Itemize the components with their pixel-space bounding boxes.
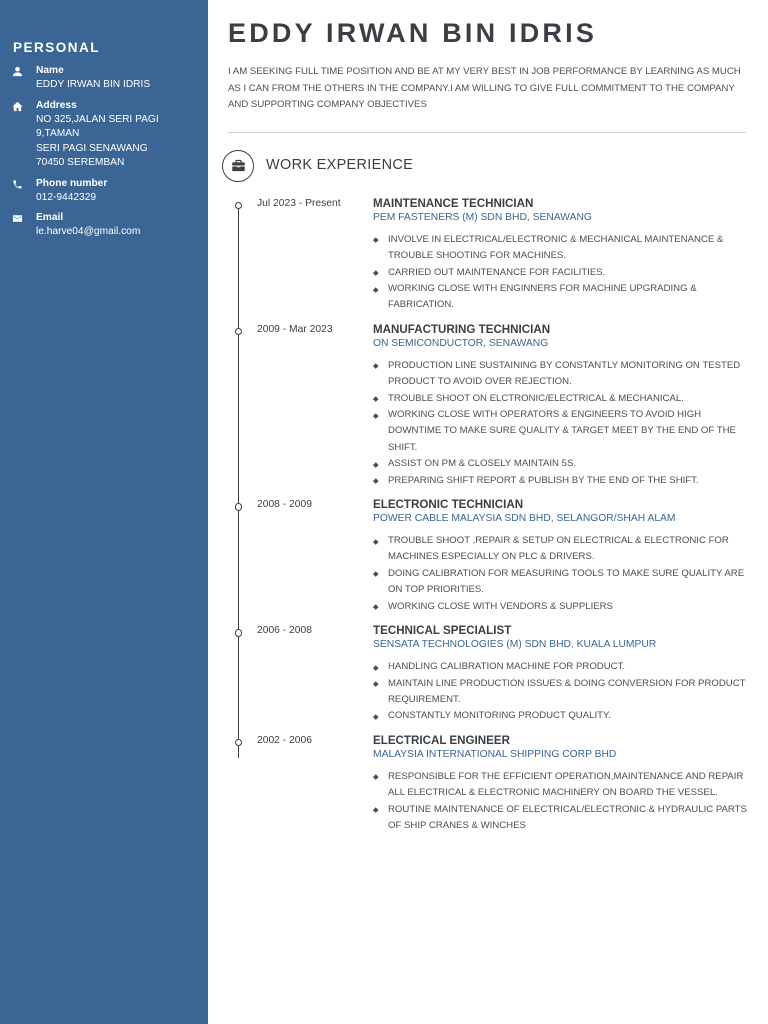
job-bullets bbox=[373, 232, 748, 314]
job-bullet: WORKING CLOSE WITH VENDORS & SUPPLIERS bbox=[373, 599, 748, 615]
job-title: MAINTENANCE TECHNICIAN bbox=[373, 196, 534, 210]
job-bullet: CONSTANTLY MONITORING PRODUCT QUALITY. bbox=[373, 708, 748, 724]
job-entry bbox=[228, 321, 748, 496]
job-title: MANUFACTURING TECHNICIAN bbox=[373, 322, 551, 336]
job-date: 2006 - 2008 bbox=[257, 625, 312, 637]
job-bullet: ASSIST ON PM & CLOSELY MAINTAIN 5S. bbox=[373, 456, 748, 472]
contact-label: Phone number bbox=[36, 177, 108, 189]
job-company: PEM FASTENERS (M) SDN BHD, SENAWANG bbox=[373, 211, 592, 223]
job-bullet: WORKING CLOSE WITH OPERATORS & ENGINEERS TO AVOID HIGH DOWNTIME TO MAKE SURE QUALITY & TARGET MEET BY THE END OF THE SHIFT. bbox=[373, 407, 748, 456]
job-date: Jul 2023 - Present bbox=[257, 197, 341, 209]
contact-name bbox=[12, 64, 200, 93]
job-bullet: MAINTAIN LINE PRODUCTION ISSUES & DOING CONVERSION FOR PRODUCT REQUIREMENT. bbox=[373, 676, 748, 709]
contact-label: Address bbox=[36, 99, 77, 111]
email-link[interactable]: le.harve04@gmail.com bbox=[36, 226, 141, 237]
job-bullet: PRODUCTION LINE SUSTAINING BY CONSTANTLY MONITORING ON TESTED PRODUCT TO AVOID OVER REJECTION. bbox=[373, 358, 748, 391]
job-company: SENSATA TECHNOLOGIES (M) SDN BHD, KUALA LUMPUR bbox=[373, 639, 657, 651]
job-entry bbox=[228, 496, 748, 622]
contact-email bbox=[12, 211, 200, 240]
work-experience-header bbox=[228, 149, 748, 183]
job-entry bbox=[228, 622, 748, 732]
profile-summary: I AM SEEKING FULL TIME POSITION AND BE AT MY VERY BEST IN JOB PERFORMANCE BY LEARNING AS MUCH AS I CAN FROM THE OTHERS IN THE COMPANY.I AM WILLING TO GIVE FULL COMMITMENT TO THE COMPANY AND SUPPORTING COMPANY OBJECTIVES bbox=[228, 66, 741, 111]
job-bullet: WORKING CLOSE WITH ENGINNERS FOR MACHINE UPGRADING & FABRICATION. bbox=[373, 281, 748, 314]
person-icon bbox=[12, 64, 36, 77]
timeline-dot bbox=[235, 503, 243, 511]
briefcase-icon bbox=[222, 150, 254, 182]
job-date: 2009 - Mar 2023 bbox=[257, 323, 333, 335]
job-bullet: DOING CALIBRATION FOR MEASURING TOOLS TO MAKE SURE QUALITY ARE ON TOP PRIORITIES. bbox=[373, 566, 748, 599]
job-entry bbox=[228, 732, 748, 842]
contact-value: NO 325,JALAN SERI PAGI 9,TAMAN SERI PAGI SENAWANG 70450 SEREMBAN bbox=[36, 113, 159, 168]
job-company: ON SEMICONDUCTOR, SENAWANG bbox=[373, 337, 549, 349]
job-company: MALAYSIA INTERNATIONAL SHIPPING CORP BHD bbox=[373, 748, 617, 760]
main-content bbox=[228, 0, 748, 841]
contact-value: 012-9442329 bbox=[36, 191, 97, 203]
job-entry bbox=[228, 195, 748, 321]
job-bullets bbox=[373, 659, 748, 725]
job-bullet: CARRIED OUT MAINTENANCE FOR FACILITIES. bbox=[373, 265, 748, 281]
job-date: 2002 - 2006 bbox=[257, 734, 312, 746]
job-bullets bbox=[373, 358, 748, 489]
timeline-dot bbox=[235, 629, 243, 637]
section-title: WORK EXPERIENCE bbox=[266, 156, 414, 173]
sidebar-heading: PERSONAL bbox=[13, 40, 101, 55]
contact-address bbox=[12, 99, 200, 171]
job-title: TECHNICAL SPECIALIST bbox=[373, 624, 512, 638]
home-icon bbox=[12, 99, 36, 112]
contact-phone bbox=[12, 177, 200, 206]
contact-label: Email bbox=[36, 212, 64, 223]
phone-icon bbox=[12, 177, 36, 190]
contact-value: EDDY IRWAN BIN IDRIS bbox=[36, 79, 151, 90]
job-bullet: ROUTINE MAINTENANCE OF ELECTRICAL/ELECTRONIC & HYDRAULIC PARTS OF SHIP CRANES & WINCHES bbox=[373, 802, 748, 835]
work-timeline bbox=[228, 195, 748, 842]
job-title: ELECTRONIC TECHNICIAN bbox=[373, 498, 524, 512]
job-bullet: HANDLING CALIBRATION MACHINE FOR PRODUCT. bbox=[373, 659, 748, 675]
job-bullets bbox=[373, 533, 748, 615]
job-bullet: INVOLVE IN ELECTRICAL/ELECTRONIC & MECHANICAL MAINTENANCE & TROUBLE SHOOTING FOR MACHINES. bbox=[373, 232, 748, 265]
job-bullet: TROUBLE SHOOT ,REPAIR & SETUP ON ELECTRICAL & ELECTRONIC FOR MACHINES ESPECIALLY ON PLC & DRIVERS. bbox=[373, 533, 748, 566]
job-bullets bbox=[373, 769, 748, 835]
sidebar bbox=[0, 0, 208, 1024]
job-bullet: PREPARING SHIFT REPORT & PUBLISH BY THE END OF THE SHIFT. bbox=[373, 473, 748, 489]
job-company: POWER CABLE MALAYSIA SDN BHD, SELANGOR/SHAH ALAM bbox=[373, 513, 676, 525]
job-bullet: RESPONSIBLE FOR THE EFFICIENT OPERATION,MAINTENANCE AND REPAIR ALL ELECTRICAL & ELECTRONIC MACHINERY ON BOARD THE VESSEL. bbox=[373, 769, 748, 802]
contact-label: Name bbox=[36, 65, 64, 76]
email-icon bbox=[12, 211, 36, 224]
job-date: 2008 - 2009 bbox=[257, 499, 312, 511]
job-title: ELECTRICAL ENGINEER bbox=[373, 733, 510, 747]
job-bullet: TROUBLE SHOOT ON ELCTRONIC/ELECTRICAL & MECHANICAL. bbox=[373, 391, 748, 407]
divider bbox=[228, 132, 746, 133]
candidate-name: EDDY IRWAN BIN IDRIS bbox=[228, 18, 598, 48]
